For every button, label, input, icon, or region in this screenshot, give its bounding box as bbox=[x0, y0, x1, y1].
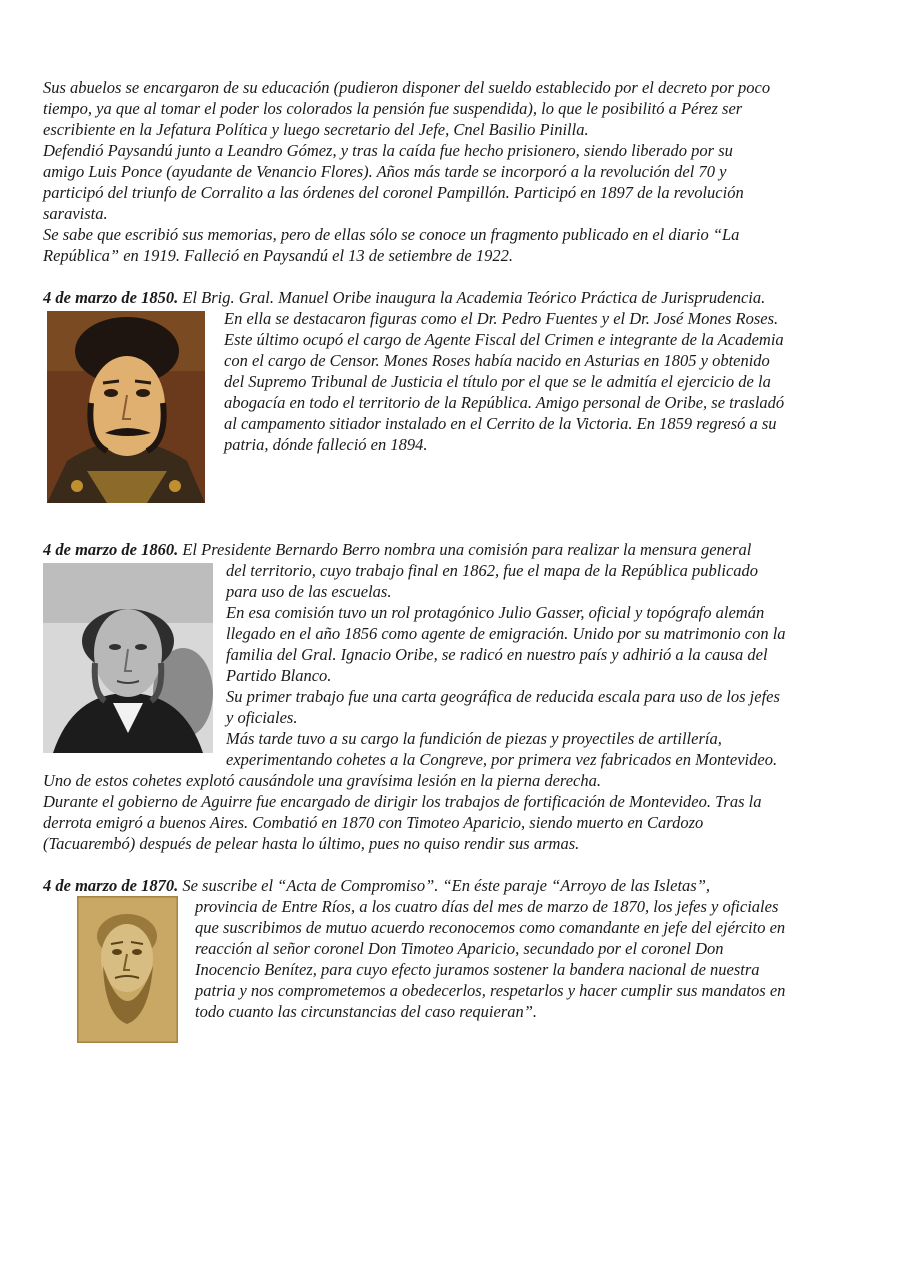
entry-first-line: El Presidente Bernardo Berro nombra una comisión para realizar la mensura general bbox=[178, 540, 752, 559]
portrait-photo-gasser bbox=[43, 563, 213, 753]
intro-line-5: amigo Luis Ponce (ayudante de Venancio Flores). Años más tarde se incorporó a la revolución del 70 y bbox=[43, 162, 727, 181]
entry-1850-line-3: con el cargo de Censor. Mones Roses había nacido en Asturias en 1805 y obtenido bbox=[224, 351, 770, 370]
intro-line-4: Defendió Paysandú junto a Leandro Gómez, y tras la caída fue hecho prisionero, siendo liberado por su bbox=[43, 141, 733, 160]
entry-date: 4 de marzo de 1860. bbox=[43, 540, 179, 559]
entry-1850-line-5: abogacía en todo el territorio de la República. Amigo personal de Oribe, se trasladó bbox=[224, 393, 785, 412]
intro-line-8: Se sabe que escribió sus memorias, pero de ellas sólo se conoce un fragmento publicado en el diario “La bbox=[43, 225, 740, 244]
intro-line-3: escribiente en la Jefatura Política y luego secretario del Jefe, Cnel Basilio Pinilla. bbox=[43, 120, 589, 139]
entry-1870-line-2: que suscribimos de mutuo acuerdo reconocemos como comandante en jefe del ejército en bbox=[195, 918, 786, 937]
entry-1860-line-7: Su primer trabajo fue una carta geográfica de reducida escala para uso de los jefes bbox=[226, 687, 780, 706]
entry-date: 4 de marzo de 1870. bbox=[43, 876, 179, 895]
entry-1870-line-6: todo cuanto las circunstancias del caso requieran”. bbox=[195, 1002, 538, 1021]
entry-1850-heading bbox=[43, 287, 765, 308]
portrait-painting-oribe bbox=[47, 311, 205, 503]
entry-1870-line-4: Inocencio Benítez, para cuyo efecto juramos sostener la bandera nacional de nuestra bbox=[195, 960, 760, 979]
intro-line-7: saravista. bbox=[43, 204, 108, 223]
entry-1860-line-5: familia del Gral. Ignacio Oribe, se radicó en nuestro país y adhirió a la causa del bbox=[226, 645, 768, 664]
entry-1860-line-8: y oficiales. bbox=[226, 708, 298, 727]
entry-date: 4 de marzo de 1850. bbox=[43, 288, 179, 307]
entry-1860-full-line-4: (Tacuarembó) después de pelear hasta lo último, pues no quiso rendir sus armas. bbox=[43, 834, 580, 853]
entry-first-line: Se suscribe el “Acta de Compromiso”. “En éste paraje “Arroyo de las Isletas”, bbox=[178, 876, 710, 895]
entry-1860-line-4: llegado en el año 1856 como agente de emigración. Unido por su matrimonio con la bbox=[226, 624, 786, 643]
entry-1850-line-4: del Supremo Tribunal de Justicia el título por el que se le admitía el ejercicio de la bbox=[224, 372, 771, 391]
intro-line-9: República” en 1919. Falleció en Paysandú el 13 de setiembre de 1922. bbox=[43, 246, 513, 265]
entry-1850-line-6: al campamento sitiador instalado en el Cerrito de la Victoria. En 1859 regresó a su bbox=[224, 414, 777, 433]
intro-line-2: tiempo, ya que al tomar el poder los colorados la pensión fue suspendida), lo que le posibilitó a Pérez ser bbox=[43, 99, 743, 118]
entry-1860-line-1: del territorio, cuyo trabajo final en 1862, fue el mapa de la República publicado bbox=[226, 561, 759, 580]
intro-line-1: Sus abuelos se encargaron de su educación (pudieron disponer del sueldo establecido por el decreto por poco bbox=[43, 78, 771, 97]
intro-line-6: participó del triunfo de Corralito a las órdenes del coronel Pampillón. Participó en 1897 de la revolución bbox=[43, 183, 744, 202]
entry-1860-full-line-2: Durante el gobierno de Aguirre fue encargado de dirigir los trabajos de fortificación de Montevideo. Tras la bbox=[43, 792, 762, 811]
entry-1850-line-1: En ella se destacaron figuras como el Dr. Pedro Fuentes y el Dr. José Mones Roses. bbox=[224, 309, 779, 328]
entry-1860-heading bbox=[43, 539, 751, 560]
entry-1870-heading bbox=[43, 875, 710, 896]
entry-1870-line-3: reacción al señor coronel Don Timoteo Aparicio, secundado por el coronel Don bbox=[195, 939, 724, 958]
entry-1870-line-5: patria y nos comprometemos a obedecerlos, respetarlos y hacer cumplir sus mandatos en bbox=[195, 981, 786, 1000]
entry-1870-line-1: provincia de Entre Ríos, a los cuatro días del mes de marzo de 1870, los jefes y oficiales bbox=[195, 897, 779, 916]
entry-1850-line-2: Este último ocupó el cargo de Agente Fiscal del Crimen e integrante de la Academia bbox=[224, 330, 784, 349]
entry-1860-full-line-3: derrota emigró a buenos Aires. Combatió en 1870 con Timoteo Aparicio, siendo muerto en Cardozo bbox=[43, 813, 704, 832]
portrait-sepia-aparicio bbox=[77, 896, 178, 1043]
entry-first-line: El Brig. Gral. Manuel Oribe inaugura la Academia Teórico Práctica de Jurisprudencia. bbox=[178, 288, 766, 307]
entry-1860-line-3: En esa comisión tuvo un rol protagónico Julio Gasser, oficial y topógrafo alemán bbox=[226, 603, 765, 622]
entry-1860-line-9: Más tarde tuvo a su cargo la fundición de piezas y proyectiles de artillería, bbox=[226, 729, 722, 748]
entry-1860-line-10: experimentando cohetes a la Congreve, por primera vez fabricados en Montevideo. bbox=[226, 750, 778, 769]
entry-1860-line-6: Partido Blanco. bbox=[226, 666, 332, 685]
entry-1850-line-7: patria, dónde falleció en 1894. bbox=[224, 435, 428, 454]
entry-1860-full-line-1: Uno de estos cohetes explotó causándole una gravísima lesión en la pierna derecha. bbox=[43, 771, 601, 790]
entry-1860-line-2: para uso de las escuelas. bbox=[226, 582, 392, 601]
